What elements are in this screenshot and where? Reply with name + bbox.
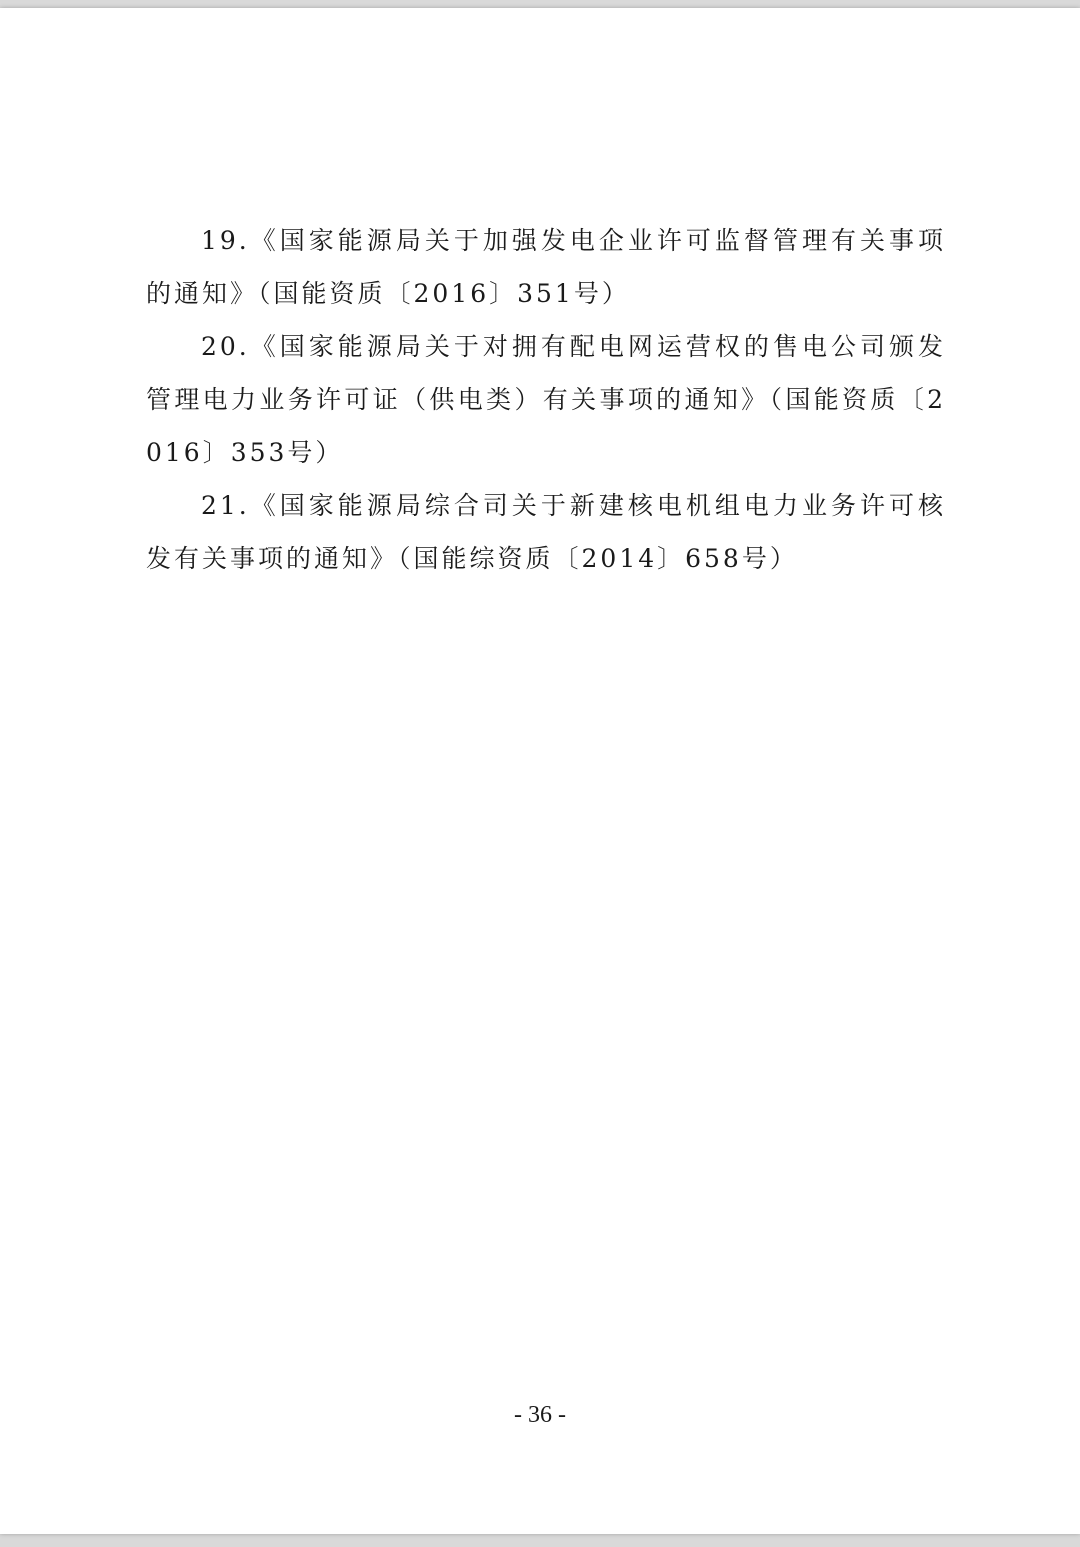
document-page (0, 8, 1080, 1534)
list-item-19: 19.《国家能源局关于加强发电企业许可监督管理有关事项的通知》（国能资质〔2016〕351号） (146, 226, 946, 308)
document-body (146, 214, 946, 585)
list-item-20: 20.《国家能源局关于对拥有配电网运营权的售电公司颁发管理电力业务许可证（供电类）有关事项的通知》（国能资质〔2016〕353号） (146, 332, 946, 467)
page-number: - 36 - (514, 1402, 566, 1428)
list-item-21: 21.《国家能源局综合司关于新建核电机组电力业务许可核发有关事项的通知》（国能综资质〔2014〕658号） (146, 491, 946, 573)
